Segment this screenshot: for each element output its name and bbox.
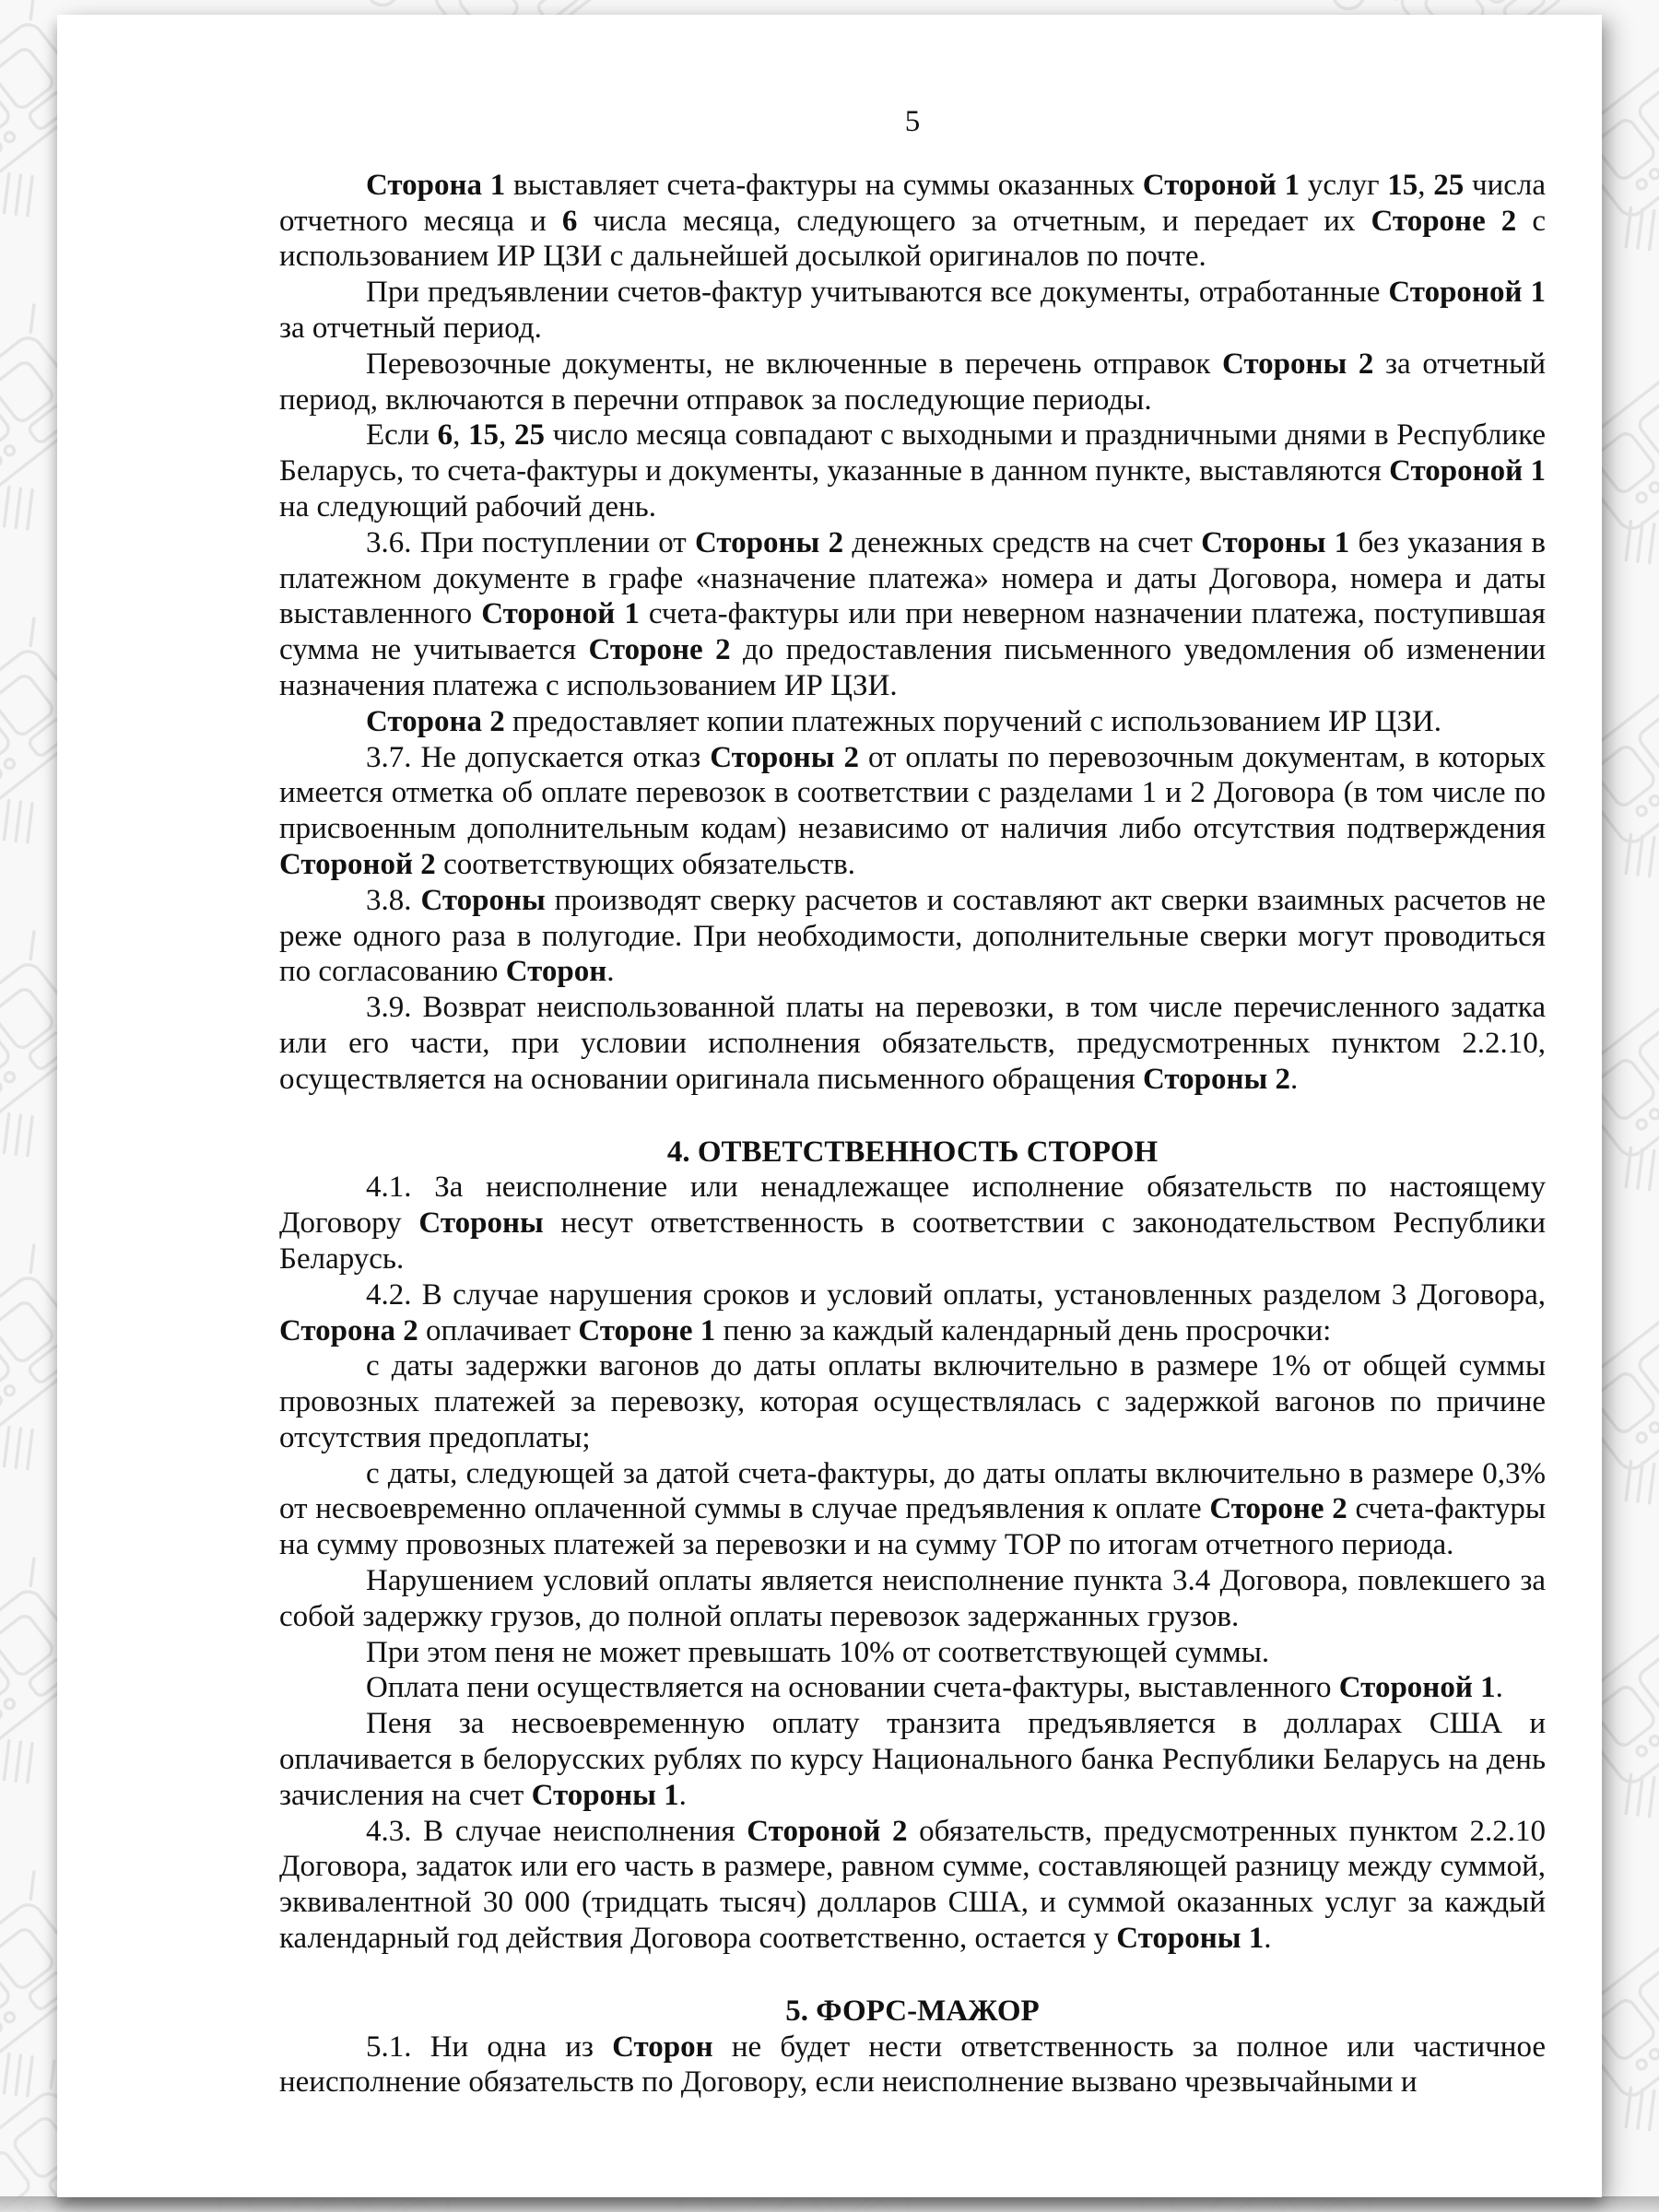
- text-run: оплачивает: [418, 1313, 579, 1347]
- text-run: счета-фактуры на сумму провозных платежей за перевозки и на сумму ТОР по итогам отчетного периода.: [279, 1492, 1546, 1562]
- text-run: предоставляет копии платежных поручений с использованием ИР ЦЗИ.: [504, 704, 1441, 738]
- page-number: 5: [904, 105, 921, 138]
- bold-run: Стороны 2: [1142, 1062, 1290, 1096]
- paragraph: [279, 418, 1546, 524]
- text-run: без указания в платежном документе в графе «назначение платежа» номера и даты Договора, номера и даты выставленного: [279, 525, 1546, 631]
- text-run: 4.1. За неисполнение или ненадлежащее исполнение обязательств по настоящему Договору: [279, 1171, 1546, 1241]
- bold-run: Сторона 1: [366, 168, 506, 202]
- text-run: .: [678, 1778, 687, 1812]
- text-run: производят сверку расчетов и составляют акт сверки взаимных расчетов не реже одного раза в полугодие. При необходимости, дополнительные сверки могут проводиться по согласованию: [279, 883, 1546, 989]
- bold-run: 4. ОТВЕТСТВЕННОСТЬ СТОРОН: [666, 1135, 1159, 1169]
- text-run: Оплата пени осуществляется на основании счета-фактуры, выставленного: [366, 1671, 1339, 1705]
- section-heading: [279, 1135, 1546, 1171]
- bold-run: Стороны 1: [1201, 525, 1350, 559]
- text-run: ,: [453, 418, 469, 453]
- bold-run: Стороне 2: [588, 633, 731, 667]
- text-run: .: [1495, 1671, 1503, 1705]
- text-run: услуг: [1300, 168, 1388, 202]
- text-run: Пеня за несвоевременную оплату транзита предъявляется в долларах США и оплачивается в белорусских рублях по курсу Национального банка Республики Беларусь на день зачисления на счет: [279, 1707, 1546, 1812]
- bold-run: Сторона 2: [366, 704, 505, 738]
- text-run: соответствующих обязательств.: [435, 847, 856, 881]
- bold-run: Сторон: [505, 955, 607, 989]
- bold-run: Стороной 1: [481, 597, 640, 631]
- text-run: с даты задержки вагонов до даты оплаты включительно в размере 1% от общей суммы провозных платежей за перевозку, которая осуществлялась с задержкой вагонов по причине отсутствия предоплаты;: [279, 1349, 1546, 1454]
- paragraph: [279, 1277, 1546, 1349]
- bold-run: Стороной 1: [1142, 168, 1300, 202]
- document-body: [279, 168, 1546, 2100]
- text-run: При предъявлении счетов-фактур учитываются все документы, отработанные: [366, 276, 1389, 310]
- paragraph: [279, 1456, 1546, 1563]
- bold-run: 6: [561, 204, 578, 238]
- bold-run: Сторон: [612, 2030, 713, 2064]
- paragraph: [279, 1635, 1546, 1671]
- text-run: 3.9. Возврат неиспользованной платы на перевозки, в том числе перечисленного задатка или его части, при условии исполнения обязательств, предусмотренных пунктом 2.2.10, осуществляется на основании оригинала письменного обращения: [279, 991, 1546, 1096]
- bold-run: Стороны 2: [710, 740, 859, 774]
- section-heading: [279, 1994, 1546, 2030]
- bold-run: Стороной 1: [1389, 454, 1546, 488]
- text-run: числа месяца, следующего за отчетным, и передает их: [577, 204, 1371, 238]
- bold-run: Сторона 2: [279, 1313, 418, 1347]
- text-run: за отчетный период.: [279, 311, 542, 345]
- text-run: Перевозочные документы, не включенные в перечень отправок: [366, 347, 1222, 381]
- text-run: ,: [499, 418, 514, 453]
- paragraph: [279, 347, 1546, 418]
- paragraph: [279, 1814, 1546, 1957]
- bold-run: Стороне 2: [1209, 1492, 1347, 1526]
- text-run: 4.2. В случае нарушения сроков и условий оплаты, установленных разделом 3 Договора,: [366, 1277, 1546, 1312]
- text-run: на следующий рабочий день.: [279, 489, 656, 524]
- text-run: 3.7. Не допускается отказ: [366, 740, 711, 774]
- bold-run: Стороной 2: [747, 1814, 908, 1848]
- text-run: 5.1. Ни одна из: [366, 2030, 613, 2064]
- text-run: выставляет счета-фактуры на суммы оказанных: [505, 168, 1143, 202]
- bold-run: 6: [437, 418, 453, 453]
- bold-run: 15: [468, 418, 500, 453]
- bold-run: Стороны 1: [531, 1778, 679, 1812]
- paragraph: [279, 1170, 1546, 1277]
- bold-run: 15: [1387, 168, 1418, 202]
- text-run: обязательств, предусмотренных пунктом 2.2.10 Договора, задаток или его часть в размере, равном сумме, составляющей разницу между суммой, эквивалентной 30 000 (тридцать тысяч) долларов США, и суммой оказанных услуг за каждый календарный год действия Договора соответственно, остается у: [279, 1814, 1546, 1956]
- text-run: за отчетный период, включаются в перечни отправок за последующие периоды.: [279, 347, 1546, 417]
- text-run: от оплаты по перевозочным документам, в которых имеется отметка об оплате перевозок в соответствии с разделами 1 и 2 Договора (в том числе по присвоенным дополнительным кодам) независимо от наличия либо отсутствия подтверждения: [279, 740, 1546, 846]
- text-run: При этом пеня не может превышать 10% от соответствующей суммы.: [366, 1635, 1270, 1669]
- bold-run: 25: [513, 418, 545, 453]
- document-page: [57, 15, 1602, 2197]
- paragraph: [279, 1348, 1546, 1455]
- paragraph: [279, 168, 1546, 275]
- paragraph: [279, 275, 1546, 347]
- text-run: с использованием ИР ЦЗИ с дальнейшей досылкой оригиналов по почте.: [279, 204, 1547, 274]
- paragraph: [279, 704, 1546, 740]
- bold-run: Стороны 2: [1221, 347, 1374, 381]
- bold-run: Стороне 1: [578, 1313, 716, 1347]
- text-run: число месяца совпадают с выходными и праздничными днями в Республике Беларусь, то счета-фактуры и документы, указанные в данном пункте, выставляются: [279, 418, 1547, 488]
- bold-run: Стороны: [418, 1206, 544, 1241]
- bold-run: Стороной 1: [1388, 276, 1547, 310]
- text-run: числа отчетного месяца и: [279, 168, 1546, 238]
- text-run: несут ответственность в соответствии с законодательством Республики Беларусь.: [279, 1206, 1546, 1276]
- paragraph: [279, 525, 1546, 704]
- bold-run: Стороне 2: [1371, 204, 1517, 238]
- text-run: до предоставления письменного уведомления об изменении назначения платежа с использованием ИР ЦЗИ.: [279, 633, 1547, 702]
- text-run: Если: [366, 418, 438, 453]
- text-run: Нарушением условий оплаты является неисполнение пункта 3.4 Договора, повлекшего за собой задержку грузов, до полной оплаты перевозок задержанных грузов.: [279, 1564, 1546, 1633]
- paragraph: [279, 883, 1546, 990]
- text-run: 3.6. При поступлении от: [366, 525, 695, 559]
- paragraph: [279, 1670, 1546, 1706]
- text-run: пеню за каждый календарный день просрочки:: [715, 1313, 1332, 1347]
- text-run: счета-фактуры или при неверном назначении платежа, поступившая сумма не учитывается: [279, 597, 1546, 667]
- paragraph: [279, 1563, 1546, 1635]
- text-run: не будет нести ответственность за полное или частичное неисполнение обязательств по Договору, если неисполнение вызвано чрезвычайными и: [279, 2030, 1546, 2100]
- bottom-shadow-band: [0, 2196, 1659, 2212]
- text-run: .: [1264, 1922, 1272, 1956]
- text-run: 4.3. В случае неисполнения: [366, 1814, 747, 1848]
- text-run: .: [606, 955, 615, 989]
- bold-run: Стороной 1: [1338, 1671, 1496, 1705]
- text-run: с даты, следующей за датой счета-фактуры, до даты оплаты включительно в размере 0,3% от несвоевременно оплаченной суммы в случае предъявления к оплате: [279, 1456, 1546, 1526]
- paragraph: [279, 2030, 1546, 2101]
- paragraph: [279, 990, 1546, 1097]
- bold-run: 25: [1433, 168, 1465, 202]
- text-run: денежных средств на счет: [843, 525, 1202, 559]
- bold-run: Стороны: [420, 883, 546, 917]
- text-run: 3.8.: [366, 883, 421, 917]
- paragraph: [279, 740, 1546, 883]
- bold-run: 5. ФОРС-МАЖОР: [785, 1994, 1040, 2028]
- bold-run: Стороны 2: [695, 525, 844, 559]
- text-run: .: [1290, 1062, 1299, 1096]
- paragraph: [279, 1706, 1546, 1813]
- text-run: ,: [1418, 168, 1434, 202]
- bold-run: Стороной 2: [279, 847, 436, 881]
- bold-run: Стороны 1: [1116, 1922, 1265, 1956]
